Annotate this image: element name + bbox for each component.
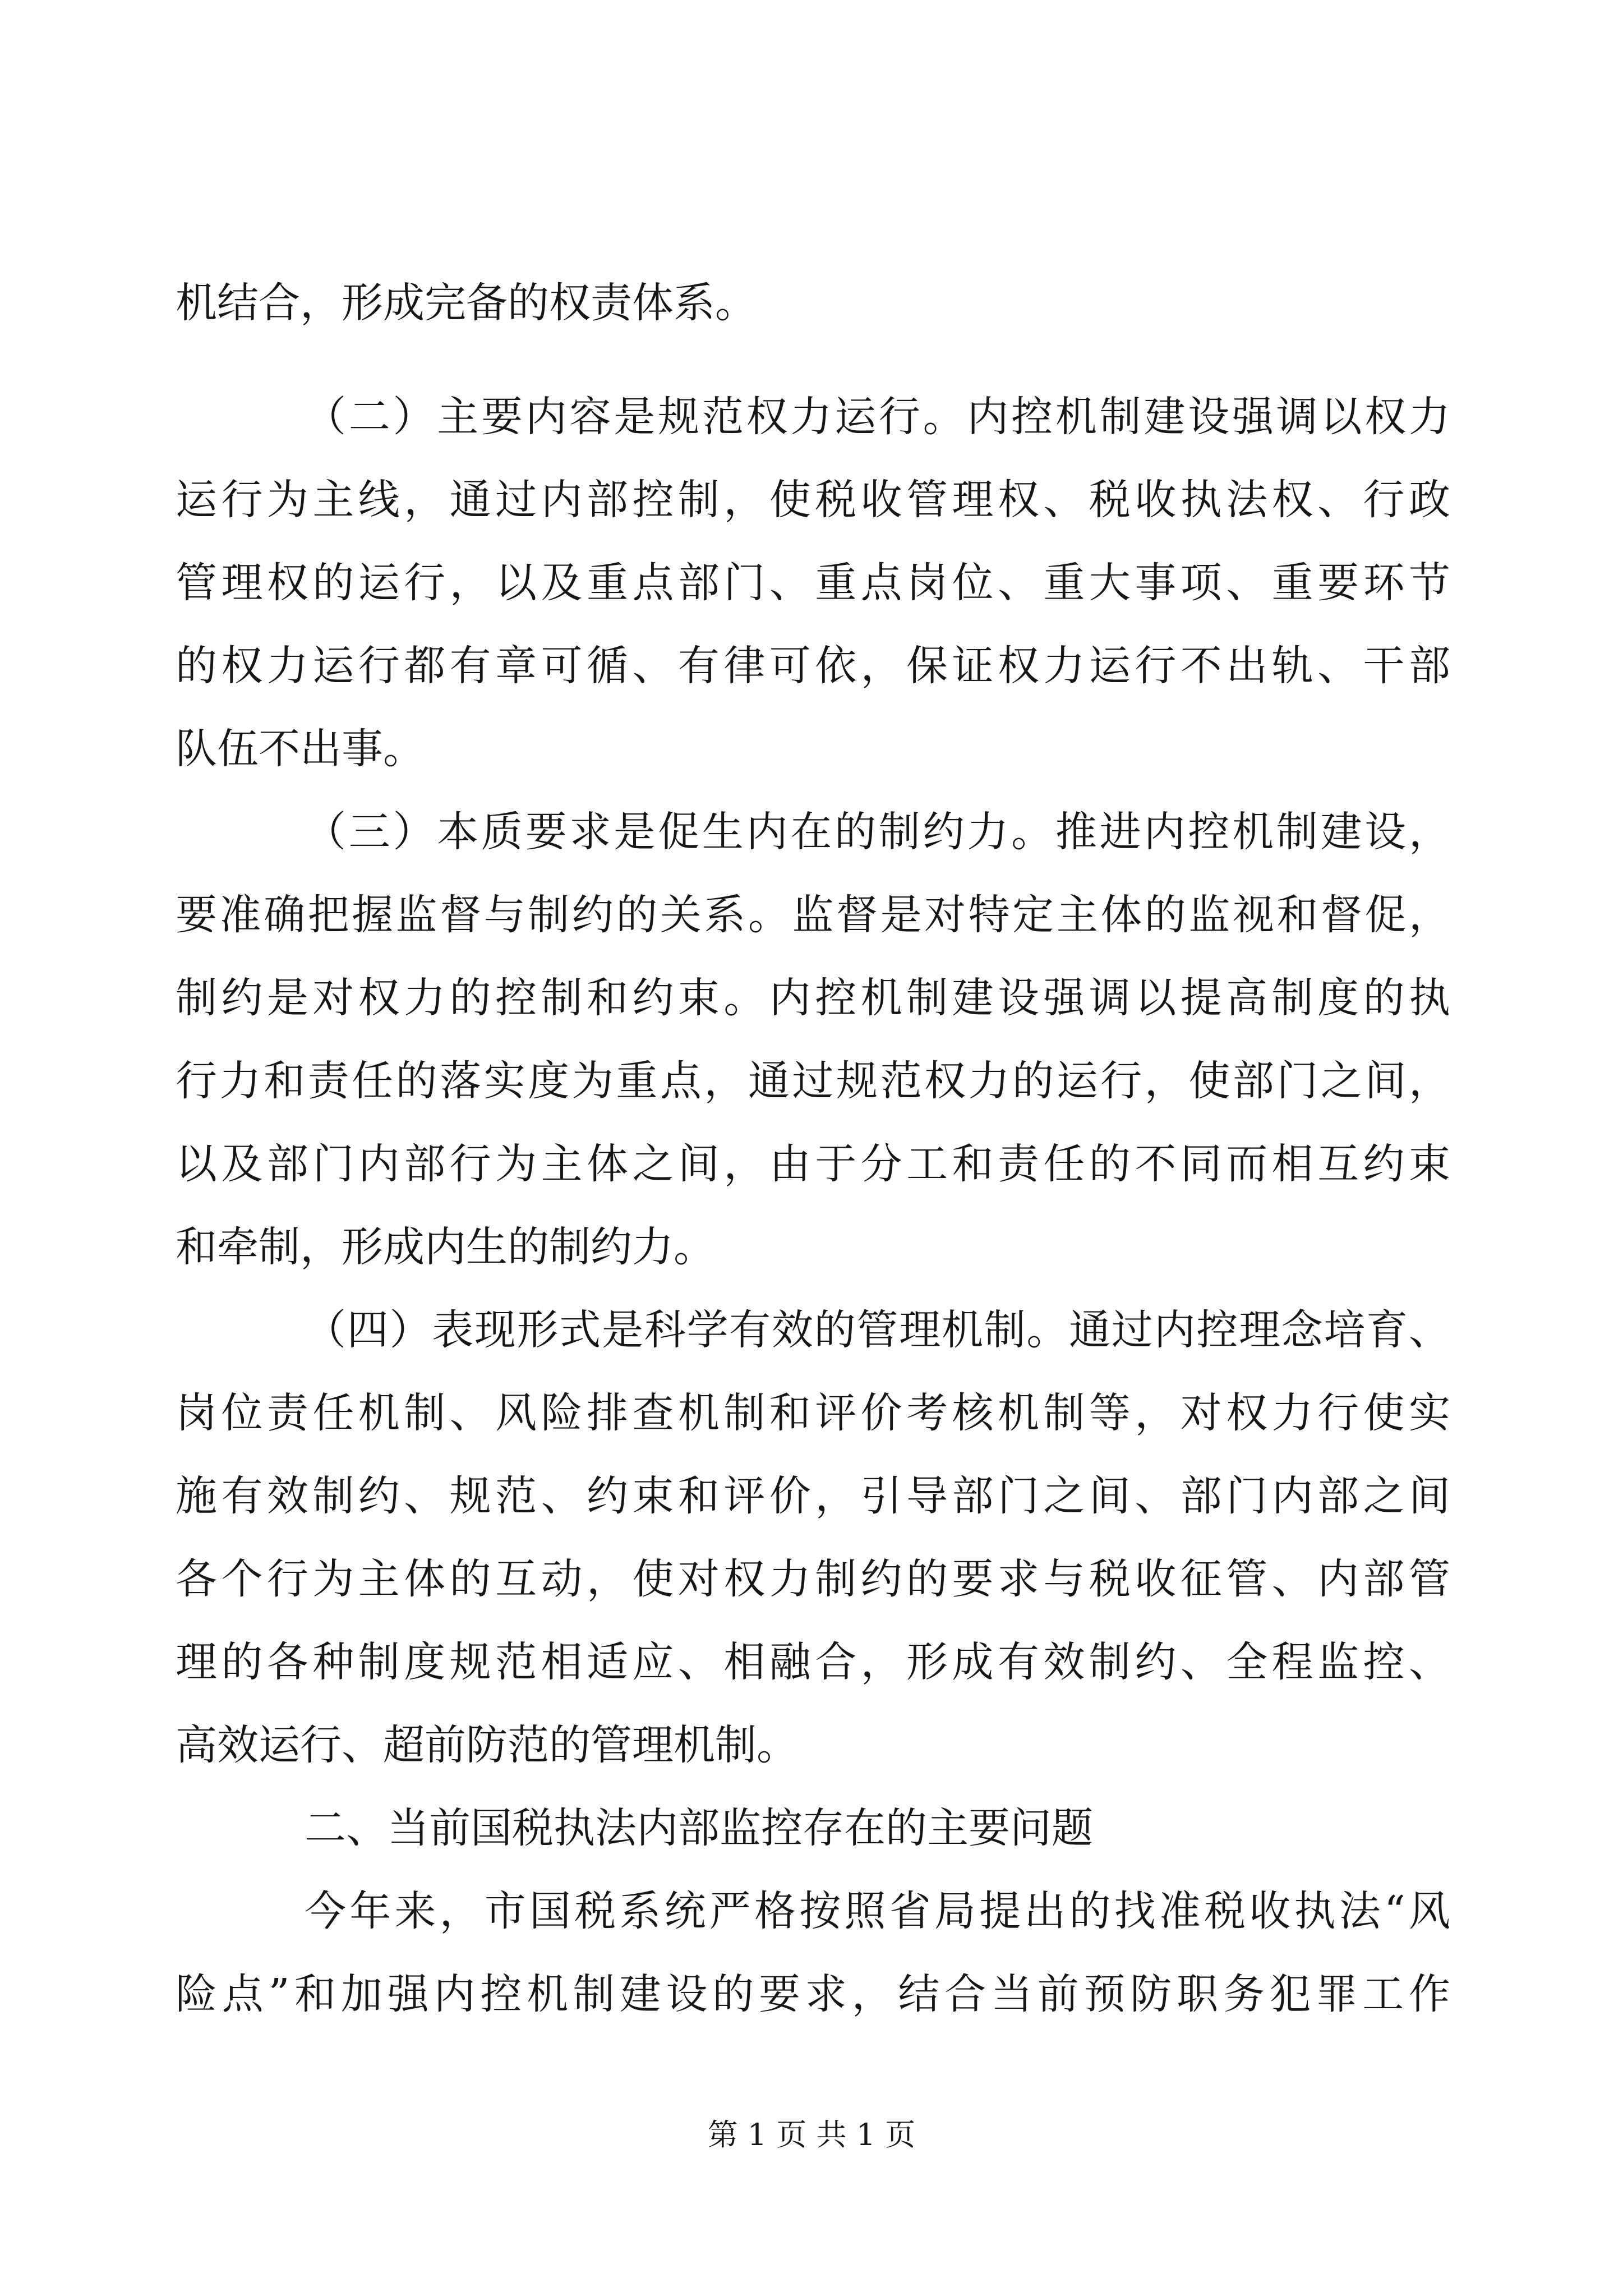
- section-heading: 二、当前国税执法内部监控存在的主要问题: [305, 1804, 1093, 1852]
- text-line: 理的各种制度规范相适应、相融合，形成有效制约、全程监控、: [176, 1638, 1450, 1686]
- paragraph-start-line: （二）主要内容是规范权力运行。内控机制建设强调以权力: [305, 393, 1450, 441]
- paragraph-start-line: 今年来，市国税系统严格按照省局提出的找准税收执法“风: [305, 1887, 1450, 1935]
- page-number-footer: 第 1 页 共 1 页: [707, 2117, 916, 2152]
- text-line: 管理权的运行，以及重点部门、重点岗位、重大事项、重要环节: [176, 559, 1450, 607]
- text-line: 险点”和加强内控机制建设的要求，结合当前预防职务犯罪工作: [176, 1970, 1450, 2018]
- text-line: 和牵制，形成内生的制约力。: [176, 1223, 715, 1271]
- text-line: 行力和责任的落实度为重点，通过规范权力的运行，使部门之间，: [176, 1057, 1450, 1105]
- text-line: 的权力运行都有章可循、有律可依，保证权力运行不出轨、干部: [176, 642, 1450, 690]
- text-line: 队伍不出事。: [176, 725, 425, 773]
- text-line: 各个行为主体的互动，使对权力制约的要求与税收征管、内部管: [176, 1555, 1450, 1603]
- text-line: 岗位责任机制、风险排查机制和评价考核机制等，对权力行使实: [176, 1389, 1450, 1437]
- text-line: 施有效制约、规范、约束和评价，引导部门之间、部门内部之间: [176, 1472, 1450, 1520]
- text-line: 以及部门内部行为主体之间，由于分工和责任的不同而相互约束: [176, 1140, 1450, 1188]
- text-line: 机结合，形成完备的权责体系。: [176, 279, 757, 327]
- text-line: 运行为主线，通过内部控制，使税收管理权、税收执法权、行政: [176, 476, 1450, 524]
- paragraph-start-line: （四）表现形式是科学有效的管理机制。通过内控理念培育、: [305, 1306, 1450, 1354]
- text-line: 制约是对权力的控制和约束。内控机制建设强调以提高制度的执: [176, 974, 1450, 1022]
- paragraph-start-line: （三）本质要求是促生内在的制约力。推进内控机制建设，: [305, 808, 1450, 856]
- text-line: 高效运行、超前防范的管理机制。: [176, 1721, 798, 1769]
- text-line: 要准确把握监督与制约的关系。监督是对特定主体的监视和督促，: [176, 891, 1450, 939]
